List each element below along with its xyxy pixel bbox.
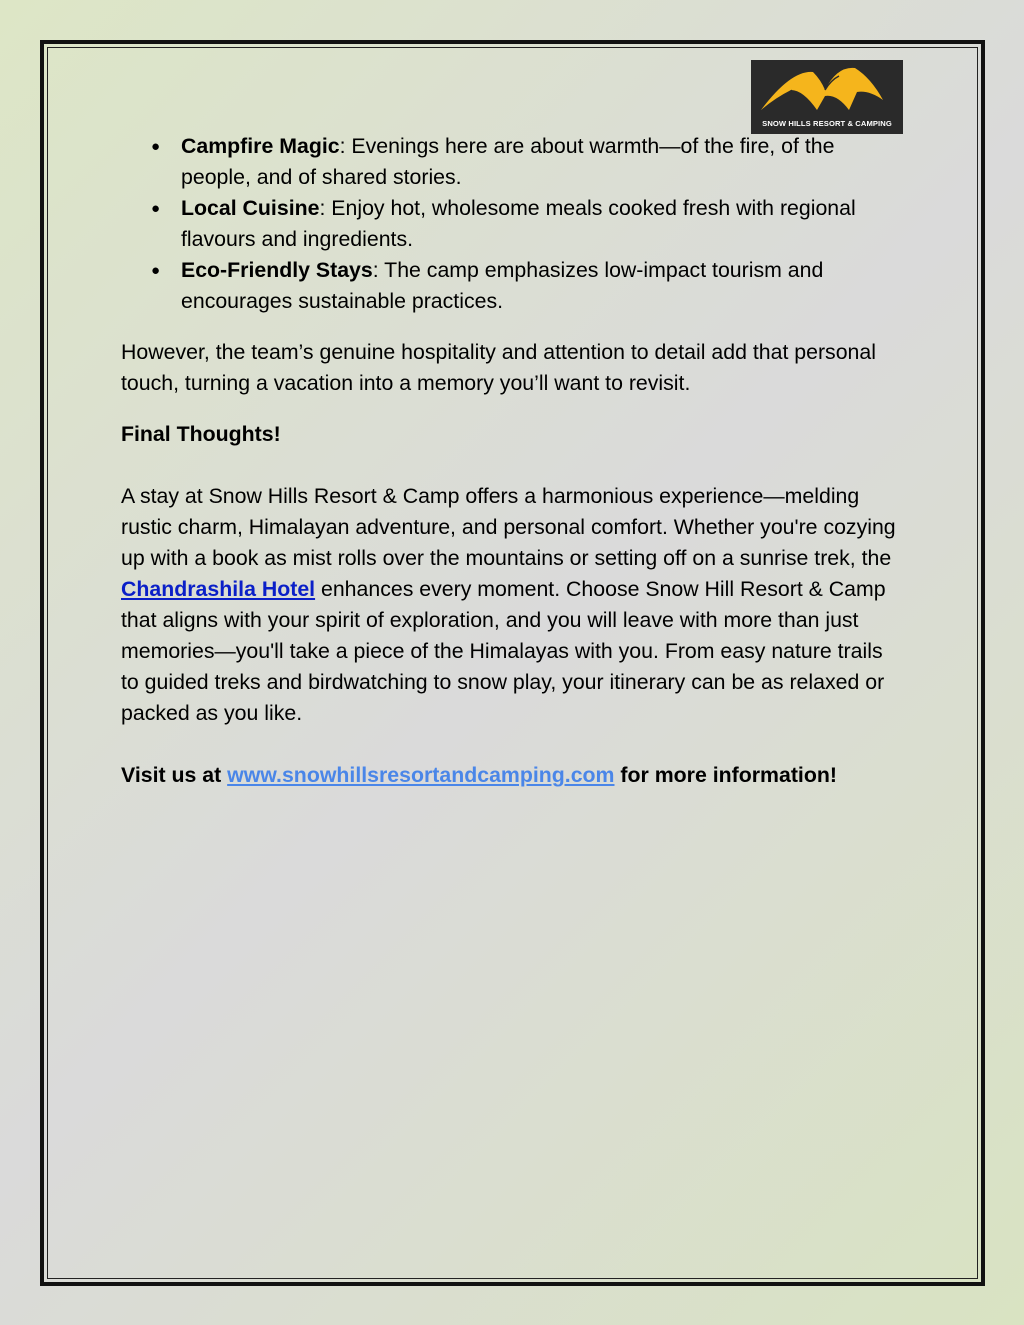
bullet-icon: ● <box>151 138 161 155</box>
visit-us-line <box>121 760 901 791</box>
bullet-icon: ● <box>151 200 161 217</box>
list-item <box>121 193 901 255</box>
list-item-title: Local Cuisine <box>181 196 320 220</box>
website-link[interactable]: www.snowhillsresortandcamping.com <box>227 763 615 787</box>
paragraph-text-after: enhances every moment. Choose Snow Hill Resort & Camp that aligns with your spirit of exploration, and you will leave with more than just memories—you'll take a piece of the Himalayas with you. From easy nature trails to guided treks and birdwatching to snow play, your itinerary can be as relaxed or packed as you like. <box>121 577 886 725</box>
paragraph-text-before: A stay at Snow Hills Resort & Camp offers a harmonious experience—melding rustic charm, Himalayan adventure, and personal comfort. Whether you're cozying up with a book as mist rolls over the mountains or setting off on a sunrise trek, the <box>121 484 896 570</box>
logo-text: SNOW HILLS RESORT & CAMPING <box>762 119 892 128</box>
list-item-title: Eco-Friendly Stays <box>181 258 373 282</box>
bullet-icon: ● <box>151 262 161 279</box>
list-item-text: : The camp emphasizes low-impact tourism and encourages sustainable practices. <box>181 258 824 313</box>
list-item <box>121 131 901 193</box>
hospitality-paragraph: However, the team’s genuine hospitality and attention to detail add that personal touch, turning a vacation into a memory you’ll want to revisit. <box>121 340 876 395</box>
chandrashila-hotel-link[interactable]: Chandrashila Hotel <box>121 577 316 601</box>
section-heading: Final Thoughts! <box>121 422 281 446</box>
list-item-text: : Enjoy hot, wholesome meals cooked fresh with regional flavours and ingredients. <box>181 196 856 251</box>
visit-text-before: Visit us at <box>121 763 228 787</box>
list-item <box>121 255 901 317</box>
feature-list <box>121 131 901 317</box>
final-thoughts-paragraph <box>121 481 901 729</box>
list-item-title: Campfire Magic <box>181 134 340 158</box>
resort-logo <box>751 60 903 134</box>
document-body <box>121 131 901 791</box>
visit-text-after: for more information! <box>614 763 837 787</box>
list-item-text: : Evenings here are about warmth—of the fire, of the people, and of shared stories. <box>181 134 835 189</box>
